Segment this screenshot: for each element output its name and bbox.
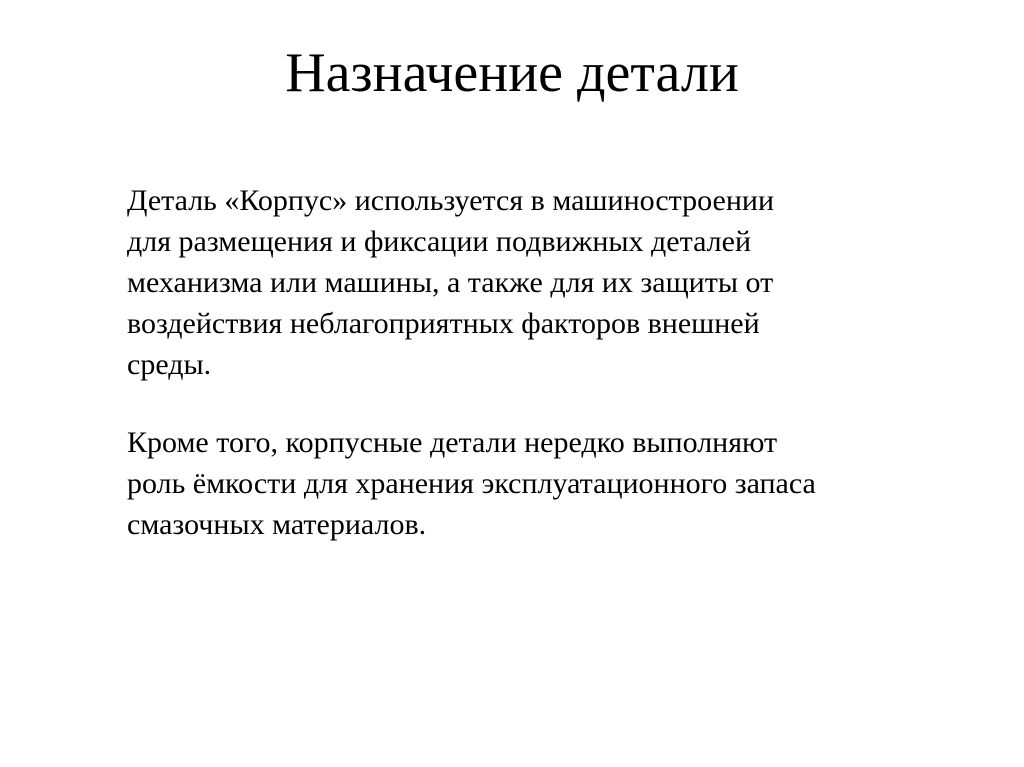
slide-title: Назначение детали bbox=[285, 42, 739, 104]
paragraph-line: среды. bbox=[127, 348, 212, 381]
paragraph-line: механизма или машины, а также для их защиты от bbox=[127, 266, 774, 299]
paragraph-line: для размещения и фиксации подвижных деталей bbox=[127, 225, 752, 258]
paragraph-line: Кроме того, корпусные детали нередко выполняют bbox=[127, 426, 778, 459]
paragraph-line: Деталь «Корпус» используется в машиностроении bbox=[127, 184, 775, 217]
paragraph-spacer bbox=[127, 385, 967, 422]
paragraph-purpose bbox=[127, 180, 967, 385]
paragraph-line: воздействия неблагоприятных факторов внешней bbox=[127, 307, 760, 340]
paragraph-line: смазочных материалов. bbox=[127, 508, 427, 541]
paragraph-lubricant bbox=[127, 422, 967, 545]
slide-body bbox=[127, 180, 967, 545]
paragraph-line: роль ёмкости для хранения эксплуатационного запаса bbox=[127, 467, 816, 500]
